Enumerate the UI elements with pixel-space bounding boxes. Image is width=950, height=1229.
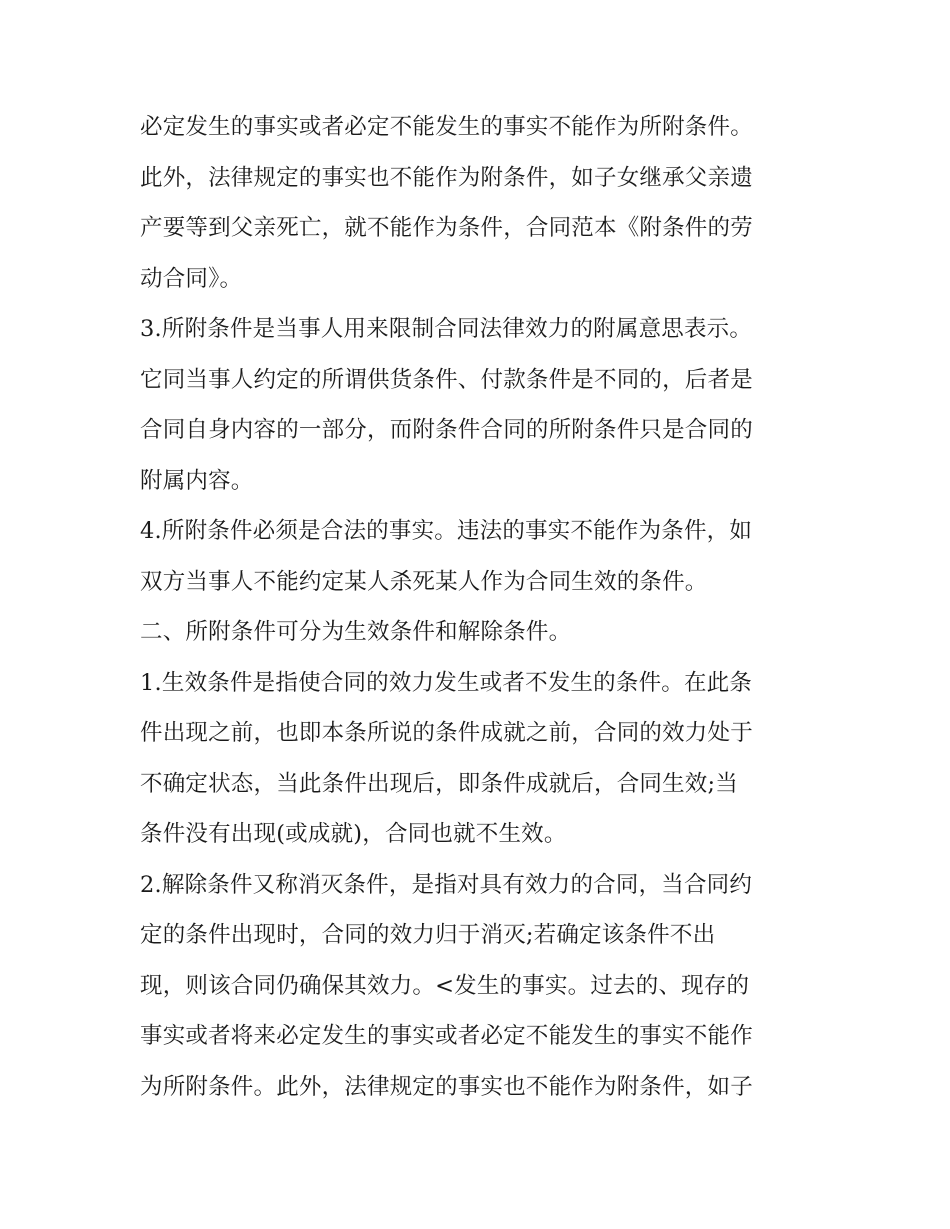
- text-line: 为所附条件。此外，法律规定的事实也不能作为附条件，如子: [140, 1073, 753, 1100]
- text-line: 4.所附条件必须是合法的事实。违法的事实不能作为条件，如: [140, 518, 753, 544]
- text-line: 2.解除条件又称消灭条件，是指对具有效力的合同，当合同约: [140, 871, 753, 898]
- text-line: 3.所附条件是当事人用来限制合同法律效力的附属意思表示。: [140, 316, 753, 342]
- text-line: 件出现之前，也即本条所说的条件成就之前，合同的效力处于: [140, 720, 753, 746]
- text-line: 此外，法律规定的事实也不能作为附条件，如子女继承父亲遗: [140, 164, 753, 191]
- text-line: 双方当事人不能约定某人杀死某人作为合同生效的条件。: [140, 568, 708, 595]
- text-line: 动合同》。: [140, 265, 243, 292]
- text-line: 现，则该合同仍确保其效力。<发生的事实。过去的、现存的: [140, 972, 750, 999]
- text-line: 条件没有出现(或成就)，合同也就不生效。: [140, 821, 567, 847]
- text-line: 合同自身内容的一部分，而附条件合同的所附条件只是合同的: [140, 417, 753, 443]
- text-line: 二、所附条件可分为生效条件和解除条件。: [140, 619, 572, 645]
- text-line: 附属内容。: [140, 467, 254, 494]
- text-line: 产要等到父亲死亡，就不能作为条件，合同范本《附条件的劳: [140, 215, 753, 241]
- text-line: 必定发生的事实或者必定不能发生的事实不能作为所附条件。: [140, 114, 753, 140]
- text-line: 定的条件出现时，合同的效力归于消灭;若确定该条件不出: [140, 922, 716, 948]
- document-body: [140, 102, 820, 1112]
- text-line: 1.生效条件是指使合同的效力发生或者不发生的条件。在此条: [140, 669, 753, 696]
- text-line: 不确定状态，当此条件出现后，即条件成就后，合同生效;当: [140, 770, 738, 797]
- text-line: 事实或者将来必定发生的事实或者必定不能发生的事实不能作: [140, 1023, 753, 1049]
- text-line: 它同当事人约定的所谓供货条件、付款条件是不同的，后者是: [140, 366, 753, 393]
